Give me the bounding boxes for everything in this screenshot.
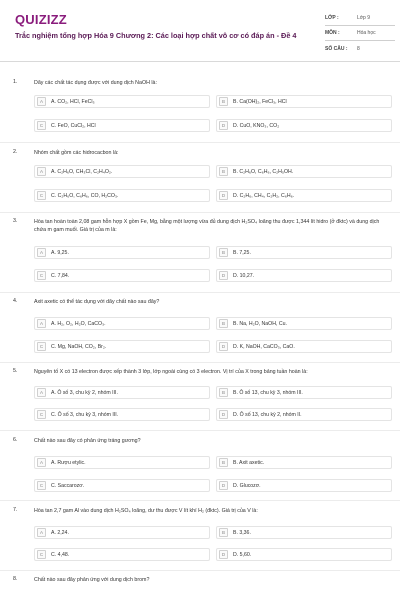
option-a[interactable] [34,526,210,539]
meta-value: 8 [357,45,360,52]
option-letter-box: C [37,342,46,351]
option-text: D. Ô số 13, chu kỳ 2, nhóm II. [233,411,302,418]
option-text: D. 10,27. [233,272,255,279]
option-c[interactable] [34,119,210,132]
question-number: 1. [13,79,18,85]
question-divider [0,292,400,293]
option-d[interactable] [216,269,392,282]
option-letter-box: D [219,342,228,351]
option-text: B. Ô số 13, chu kỳ 3, nhóm III. [233,389,303,396]
option-letter-box: B [219,97,228,106]
option-letter-box: B [219,248,228,257]
question-text: Nhóm chất gồm các hidrocacbon là: [34,150,119,156]
question-number: 4. [13,298,18,304]
option-b[interactable] [216,386,392,399]
option-a[interactable] [34,95,210,108]
option-text: C. C₂H₆O, C₆H₆, CO, H₂CO₃. [51,192,119,199]
option-c[interactable] [34,269,210,282]
question-number: 7. [13,507,18,513]
option-d[interactable] [216,408,392,421]
meta-row-subject [325,26,395,41]
option-letter-box: A [37,167,46,176]
option-text: D. CuO, KNO₃, CO₂ [233,122,280,129]
option-d[interactable] [216,189,392,202]
option-text: D. K, NaOH, CaCO₃, CaO. [233,343,295,350]
option-text: A. CO₂, HCl, FeCl₃ [51,98,95,105]
question-number: 3. [13,218,18,224]
question-text: Chất nào sau đây phản ứng với dung dịch brom? [34,577,150,583]
option-letter-box: D [219,191,228,200]
option-letter-box: A [37,319,46,328]
option-letter-box: C [37,271,46,280]
option-letter-box: D [219,121,228,130]
worksheet-meta [325,11,395,56]
option-letter-box: A [37,97,46,106]
option-text: C. Saccarozơ. [51,482,85,489]
option-letter-box: B [219,528,228,537]
meta-label: LỚP : [325,15,339,21]
option-b[interactable] [216,456,392,469]
option-text: D. C₂H₆, CH₄, C₂H₂, C₆H₆. [233,192,295,199]
option-d[interactable] [216,340,392,353]
option-letter-box: B [219,167,228,176]
option-letter-box: D [219,550,228,559]
option-text: B. Ca(OH)₂, FeCl₃, HCl [233,98,287,105]
option-letter-box: A [37,248,46,257]
option-c[interactable] [34,548,210,561]
question-text: Hòa tan hoàn toàn 2,08 gam hỗn hợp X gồm Fe, Mg, bằng một lượng vừa đủ dung dịch H₂SO₄ loãng thu được 1,344 lít hidro (ở đktc) và dung dịch chứa m gam muối. Giá trị của m là: [34,219,380,233]
meta-label: SỐ CÂU : [325,45,348,52]
option-c[interactable] [34,340,210,353]
question-text: Chất nào sau đây có phản ứng tráng gương? [34,438,141,444]
meta-value: Lớp 9 [357,15,371,21]
worksheet-header [0,0,400,62]
option-letter-box: B [219,388,228,397]
option-c[interactable] [34,189,210,202]
option-letter-box: C [37,550,46,559]
question-text: Hòa tan 2,7 gam Al vào dung dịch H₂SO₄ loãng, dư thu được V lít khí H₂ (đktc). Giá trị của V là: [34,508,258,514]
option-a[interactable] [34,317,210,330]
option-text: A. 2,24. [51,529,69,536]
option-d[interactable] [216,548,392,561]
question-text: Dãy các chất tác dụng được với dung dịch NaOH là: [34,80,157,86]
option-a[interactable] [34,456,210,469]
question-text: Axit axetic có thể tác dụng với dãy chất nào sau đây? [34,299,160,305]
option-letter-box: A [37,528,46,537]
option-text: C. 4,48. [51,551,70,558]
option-b[interactable] [216,95,392,108]
option-letter-box: B [219,458,228,467]
option-text: B. Na, H₂O, NaOH, Cu. [233,320,287,327]
question-number: 2. [13,149,18,155]
option-letter-box: C [37,121,46,130]
question-divider [0,362,400,363]
option-letter-box: D [219,410,228,419]
option-letter-box: D [219,481,228,490]
option-b[interactable] [216,246,392,259]
quizizz-logo[interactable]: QUIZIZZ [15,12,67,27]
question-divider [0,500,400,501]
meta-row-class [325,11,395,26]
option-letter-box: D [219,271,228,280]
question-number: 8. [13,576,18,582]
option-b[interactable] [216,526,392,539]
option-c[interactable] [34,408,210,421]
option-a[interactable] [34,246,210,259]
option-text: C. Mg, NaOH, CO₂, Br₂. [51,343,107,350]
option-letter-box: C [37,191,46,200]
option-a[interactable] [34,165,210,178]
option-text: C. Ô số 3, chu kỳ 3, nhóm III. [51,411,119,418]
option-c[interactable] [34,479,210,492]
option-text: A. 9,25. [51,249,69,256]
question-text: Nguyên tố X có 13 electron được xếp thành 3 lớp, lớp ngoài cùng có 3 electron. Vị trí của X trong bảng tuần hoàn là: [34,369,308,375]
question-divider [0,212,400,213]
option-text: D. Glucozơ. [233,482,261,489]
question-divider [0,430,400,431]
option-letter-box: C [37,410,46,419]
option-text: A. Rượu etylic. [51,459,86,466]
option-d[interactable] [216,119,392,132]
option-text: B. 7,25. [233,249,251,256]
question-number: 5. [13,368,18,374]
option-a[interactable] [34,386,210,399]
option-text: A. C₂H₆O, CH₃Cl, C₂H₄O₂. [51,168,113,175]
option-text: D. 5,60. [233,551,252,558]
meta-value: Hóa học [357,30,376,36]
option-text: C. 7,84. [51,272,70,279]
option-text: B. 3,36. [233,529,251,536]
option-text: A. H₂, O₂, H₂O, CaCO₃. [51,320,106,327]
option-letter-box: A [37,458,46,467]
option-letter-box: C [37,481,46,490]
option-text: B. Axit axetic. [233,459,265,466]
option-d[interactable] [216,479,392,492]
question-number: 6. [13,437,18,443]
option-b[interactable] [216,317,392,330]
question-divider [0,570,400,571]
meta-label: MÔN : [325,30,340,36]
option-b[interactable] [216,165,392,178]
option-letter-box: B [219,319,228,328]
option-text: B. C₂H₆O, C₆H₆, C₂H₅OH. [233,168,294,175]
option-text: C. FeO, CuCl₂, HCl [51,122,96,129]
option-letter-box: A [37,388,46,397]
option-text: A. Ô số 3, chu kỳ 2, nhóm III. [51,389,118,396]
worksheet-title: Trắc nghiệm tổng hợp Hóa 9 Chương 2: Các loại hợp chất vô cơ có đáp án - Đề 4 [15,31,297,40]
question-divider [0,142,400,143]
meta-row-question-count [325,41,395,56]
